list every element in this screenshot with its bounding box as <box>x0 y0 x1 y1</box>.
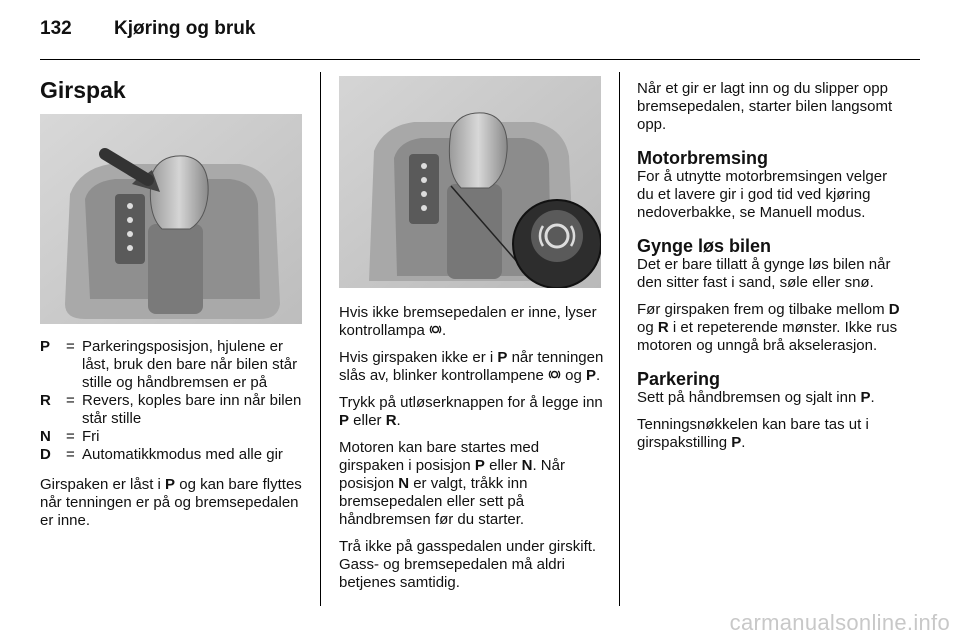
text-run: Trykk på utløserknappen for å legge inn <box>339 394 603 411</box>
lock-paragraph <box>40 476 305 530</box>
subsection-title: Parkering <box>637 369 721 389</box>
definition-equals: = <box>66 446 75 463</box>
list-item <box>40 446 305 464</box>
definition-key: P <box>40 338 51 355</box>
column-right <box>637 80 907 466</box>
column-left <box>40 76 305 539</box>
instruction-text <box>339 304 604 592</box>
release-button-illustration <box>339 76 601 288</box>
definition-text: Fri <box>82 428 100 445</box>
definition-equals: = <box>66 338 75 355</box>
gear-letter: P <box>339 412 350 429</box>
paragraph <box>637 301 907 355</box>
gear-letter: N <box>398 475 410 492</box>
text-run: . <box>396 412 401 429</box>
text-run: . Når posisjon <box>339 457 565 492</box>
list-item <box>40 428 305 446</box>
definition-key: R <box>40 392 51 409</box>
gear-letter: P <box>586 367 597 384</box>
paragraph <box>339 439 604 529</box>
paragraph <box>339 394 604 430</box>
list-item <box>40 392 305 428</box>
text-run: Før girspaken frem og tilbake mellom <box>637 301 889 318</box>
gear-letter: P <box>474 457 485 474</box>
parkering-section <box>637 369 907 452</box>
text-run: Girspaken er låst i <box>40 476 166 493</box>
text-run: eller <box>349 412 386 429</box>
paragraph: For å utnytte motorbremsingen velger du et lavere gir i god tid ved kjøring nedoverbakke, se Manuell modus. <box>637 168 888 221</box>
gear-lever-illustration <box>40 114 302 324</box>
paragraph <box>637 416 907 452</box>
text-run: . <box>442 322 447 339</box>
paragraph <box>637 389 907 407</box>
text-run: i et repeterende mønster. Ikke rus motoren og unngå brå akselerasjon. <box>637 319 898 354</box>
gear-letter: R <box>385 412 397 429</box>
text-run: eller <box>484 457 522 474</box>
text-run: Tenningsnøkkelen kan bare tas ut i girspakstilling <box>637 416 869 451</box>
gear-letter: P <box>731 434 742 451</box>
text-run: Sett på håndbremsen og sjalt inn <box>637 389 861 406</box>
gear-position-list <box>40 338 305 464</box>
text-run: og <box>561 367 587 384</box>
paragraph <box>339 349 604 385</box>
text-run: Motoren kan bare startes med girspaken i posisjon <box>339 439 540 474</box>
gynge-section <box>637 236 907 355</box>
column-divider-1 <box>320 72 321 606</box>
gear-letter: N <box>521 457 533 474</box>
text-run: . <box>596 367 601 384</box>
paragraph: Det er bare tillatt å gynge løs bilen når den sitter fast i sand, søle eller snø. <box>637 256 891 291</box>
motorbremsing-section <box>637 148 907 222</box>
text-run: og kan bare flyttes når tenningen er på og bremsepedalen er inne. <box>40 476 302 529</box>
text-run: er valgt, tråkk inn bremsepedalen eller sett på håndbremsen før du starter. <box>339 475 528 528</box>
text-run: Hvis ikke bremsepedalen er inne, lyser kontrollampa <box>339 304 597 339</box>
gear-letter: P <box>860 389 871 406</box>
brake-lamp-icon <box>429 323 442 336</box>
column-divider-2 <box>619 72 620 606</box>
watermark: carmanualsonline.info <box>729 610 950 635</box>
header-divider <box>40 59 920 60</box>
definition-key: N <box>40 428 51 445</box>
gear-letter: P <box>497 349 508 366</box>
text-run: . <box>870 389 875 406</box>
definition-equals: = <box>66 428 75 445</box>
gear-letter: P <box>165 476 176 493</box>
paragraph: Trå ikke på gasspedalen under girskift. Gass- og bremsepedalen må aldri betjenes samtidig. <box>339 538 597 591</box>
definition-text: Revers, koples bare inn når bilen står stille <box>82 392 302 427</box>
text-run: . <box>741 434 746 451</box>
column-middle <box>339 76 604 601</box>
definition-text: Automatikkmodus med alle gir <box>82 446 283 463</box>
chapter-title: Kjøring og bruk <box>114 18 256 39</box>
page-number: 132 <box>40 18 72 39</box>
definition-equals: = <box>66 392 75 409</box>
subsection-title: Motorbremsing <box>637 148 769 168</box>
section-title: Girspak <box>40 77 126 103</box>
gear-letter: R <box>657 319 669 336</box>
paragraph: Når et gir er lagt inn og du slipper opp bremsepedalen, starter bilen langsomt opp. <box>637 80 893 133</box>
brake-lamp-icon <box>548 368 561 381</box>
text-run: Hvis girspaken ikke er i <box>339 349 498 366</box>
list-item <box>40 338 305 392</box>
subsection-title: Gynge løs bilen <box>637 236 772 256</box>
paragraph <box>339 304 604 340</box>
definition-key: D <box>40 446 51 463</box>
definition-text: Parkeringsposisjon, hjulene er låst, bruk den bare når bilen står stille og håndbremsen er på <box>82 338 298 391</box>
text-run: og <box>637 319 658 336</box>
gear-letter: D <box>888 301 900 318</box>
text-run: når tenningen slås av, blinker kontrollampene <box>339 349 604 384</box>
